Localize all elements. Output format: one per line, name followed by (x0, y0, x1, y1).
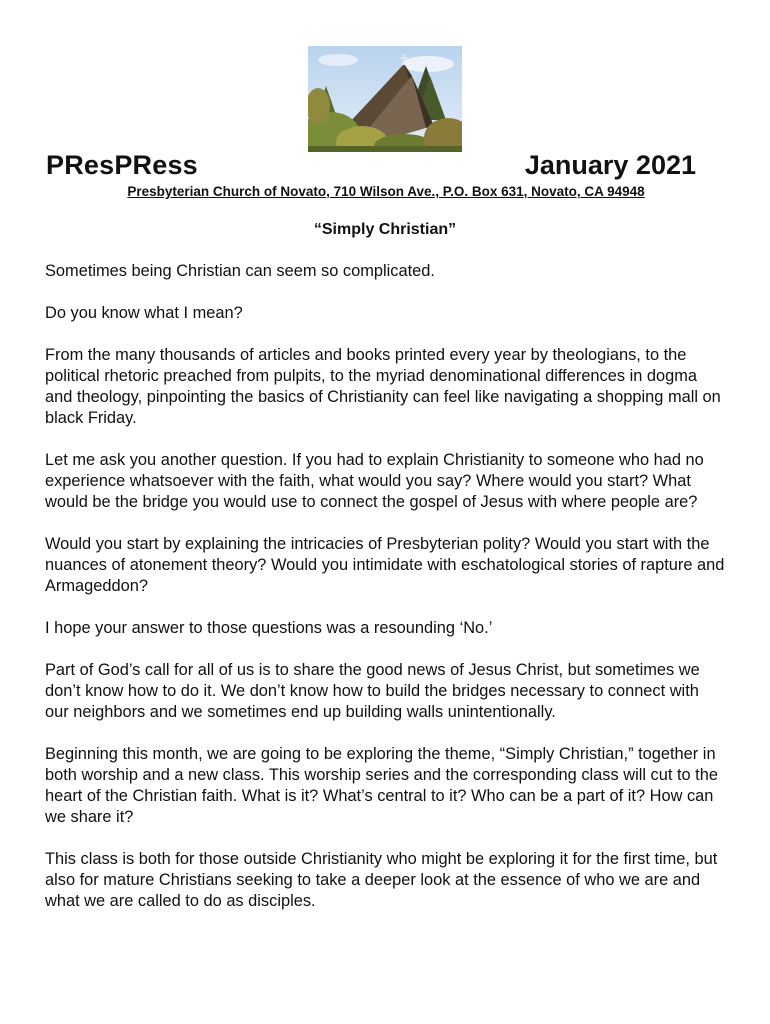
newsletter-date: January 2021 (524, 150, 696, 180)
article-body (45, 261, 727, 933)
paragraph: Part of God’s call for all of us is to share the good news of Jesus Christ, but sometimes we don’t know how to do it. We don’t know how to build the bridges necessary to connect with our neighbors and we sometimes end up building walls unintentionally. (45, 661, 700, 721)
paragraph: Would you start by explaining the intricacies of Presbyterian polity? Would you start with the nuances of atonement theory? Would you intimidate with eschatological stories of rapture and Armageddon? (45, 535, 725, 595)
paragraph: Sometimes being Christian can seem so complicated. (45, 262, 435, 280)
church-address: Presbyterian Church of Novato, 710 Wilson Ave., P.O. Box 631, Novato, CA 94948 (127, 184, 645, 199)
paragraph: Beginning this month, we are going to be exploring the theme, “Simply Christian,” together in both worship and a new class. This worship series and the corresponding class will cut to the heart of the Christian faith. What is it? What’s central to it? Who can be a part of it? How can we share it? (45, 745, 718, 826)
paragraph: Do you know what I mean? (45, 304, 243, 322)
newsletter-title: PResPRess (46, 150, 198, 180)
church-photo (308, 46, 462, 152)
article-heading: “Simply Christian” (313, 221, 457, 238)
paragraph: This class is both for those outside Christianity who might be exploring it for the first time, but also for mature Christians seeking to take a deeper look at the essence of who we are and what we are called to do as disciples. (45, 850, 718, 910)
paragraph: From the many thousands of articles and books printed every year by theologians, to the political rhetoric preached from pulpits, to the myriad denominational differences in dogma and theology, pinpointing the basics of Christianity can feel like navigating a shopping mall on black Friday. (45, 346, 721, 427)
paragraph: Let me ask you another question. If you had to explain Christianity to someone who had no experience whatsoever with the faith, what would you say? Where would you start? What would be the bridge you would use to connect the gospel of Jesus with where people are? (45, 451, 704, 511)
paragraph: I hope your answer to those questions was a resounding ‘No.’ (45, 619, 493, 637)
